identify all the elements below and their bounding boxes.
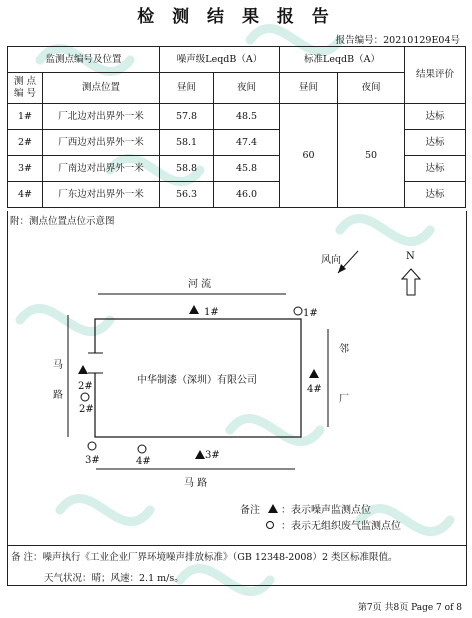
legend-noise-text: ：表示噪声监测点位	[281, 505, 371, 516]
footnote-standard: 备 注：噪声执行《工业企业厂界环境噪声排放标准》（GB 12348-2008）2 类区标准限值。	[11, 552, 398, 563]
header-point-group: 监测点编号及位置	[8, 47, 160, 73]
point-no: 1#	[8, 104, 43, 130]
gas-point-4-label: 4#	[136, 456, 151, 467]
header-noise-level: 噪声级LeqdB（A）	[160, 47, 280, 73]
site-diagram	[7, 211, 467, 546]
footnote-weather: 天气状况：晴；风速：2.1 m/s。	[44, 573, 184, 584]
header-result: 结果评价	[405, 47, 466, 104]
noise-night-value: 47.4	[214, 130, 280, 156]
result-value: 达标	[405, 130, 466, 156]
header-point-location: 测点位置	[43, 73, 160, 104]
point-no: 4#	[8, 182, 43, 208]
noise-point-2-label: 2#	[78, 381, 93, 392]
point-no: 2#	[8, 130, 43, 156]
gas-point-3-marker	[88, 442, 96, 450]
gas-point-2-marker	[81, 393, 89, 401]
legend-gas-text: ：表示无组织废气监测点位	[281, 521, 401, 532]
neighbor-label-2: 厂	[339, 394, 349, 405]
point-location: 厂北边对出界外一米	[43, 104, 160, 130]
noise-point-3-label: 3#	[205, 450, 220, 461]
noise-point-2-marker	[78, 365, 88, 374]
report-number: 报告编号：20210129E04号	[335, 35, 460, 46]
page-number: 第7页 共8页 Page 7 of 8	[357, 603, 462, 613]
noise-night-value: 48.5	[214, 104, 280, 130]
result-value: 达标	[405, 104, 466, 130]
noise-point-1-label: 1#	[204, 307, 219, 318]
gate-gap	[90, 353, 100, 373]
gas-point-1-label: 1#	[303, 308, 318, 319]
noise-day-value: 58.1	[160, 130, 214, 156]
neighbor-label-1: 邻	[339, 344, 349, 355]
header-point-no: 测 点 编 号	[8, 73, 43, 104]
point-location: 厂西边对出界外一米	[43, 130, 160, 156]
header-standard: 标准LeqdB（A）	[280, 47, 405, 73]
point-no: 3#	[8, 156, 43, 182]
gas-point-2-label: 2#	[79, 404, 94, 415]
report-title: 检 测 结 果 报 告	[137, 7, 335, 27]
factory-name: 中华制漆（深圳）有限公司	[137, 375, 257, 386]
legend-noise-icon	[268, 504, 278, 513]
result-table	[7, 46, 466, 208]
result-value: 达标	[405, 156, 466, 182]
road-left-label-1: 马	[53, 360, 63, 371]
noise-day-value: 57.8	[160, 104, 214, 130]
standard-night-value: 50	[338, 104, 405, 208]
table-row	[8, 104, 466, 130]
gas-point-3-label: 3#	[85, 455, 100, 466]
noise-point-1-marker	[189, 305, 199, 314]
noise-point-4-label: 4#	[307, 384, 322, 395]
road-bottom-label: 马 路	[184, 478, 208, 489]
noise-day-value: 56.3	[160, 182, 214, 208]
noise-night-value: 46.0	[214, 182, 280, 208]
north-label: N	[406, 251, 415, 262]
noise-day-value: 58.8	[160, 156, 214, 182]
gas-point-1-marker	[294, 307, 302, 315]
river-label: 河 流	[188, 279, 212, 290]
road-left-label-2: 路	[53, 390, 63, 401]
header-std-day: 昼间	[280, 73, 338, 104]
noise-point-4-marker	[309, 369, 319, 378]
header-noise-night: 夜间	[214, 73, 280, 104]
result-value: 达标	[405, 182, 466, 208]
diagram-caption: 附：测点位置点位示意图	[10, 216, 115, 227]
standard-day-value: 60	[280, 104, 338, 208]
header-noise-day: 昼间	[160, 73, 214, 104]
legend-gas-icon	[267, 522, 274, 529]
point-location: 厂南边对出界外一米	[43, 156, 160, 182]
north-arrow-icon	[402, 269, 420, 295]
wind-label: 风向	[321, 255, 341, 266]
gas-point-4-marker	[138, 445, 146, 453]
header-std-night: 夜间	[338, 73, 405, 104]
footnote-box	[7, 545, 467, 586]
noise-point-3-marker	[195, 450, 205, 459]
noise-night-value: 45.8	[214, 156, 280, 182]
point-location: 厂东边对出界外一米	[43, 182, 160, 208]
legend-label: 备注	[240, 505, 260, 516]
